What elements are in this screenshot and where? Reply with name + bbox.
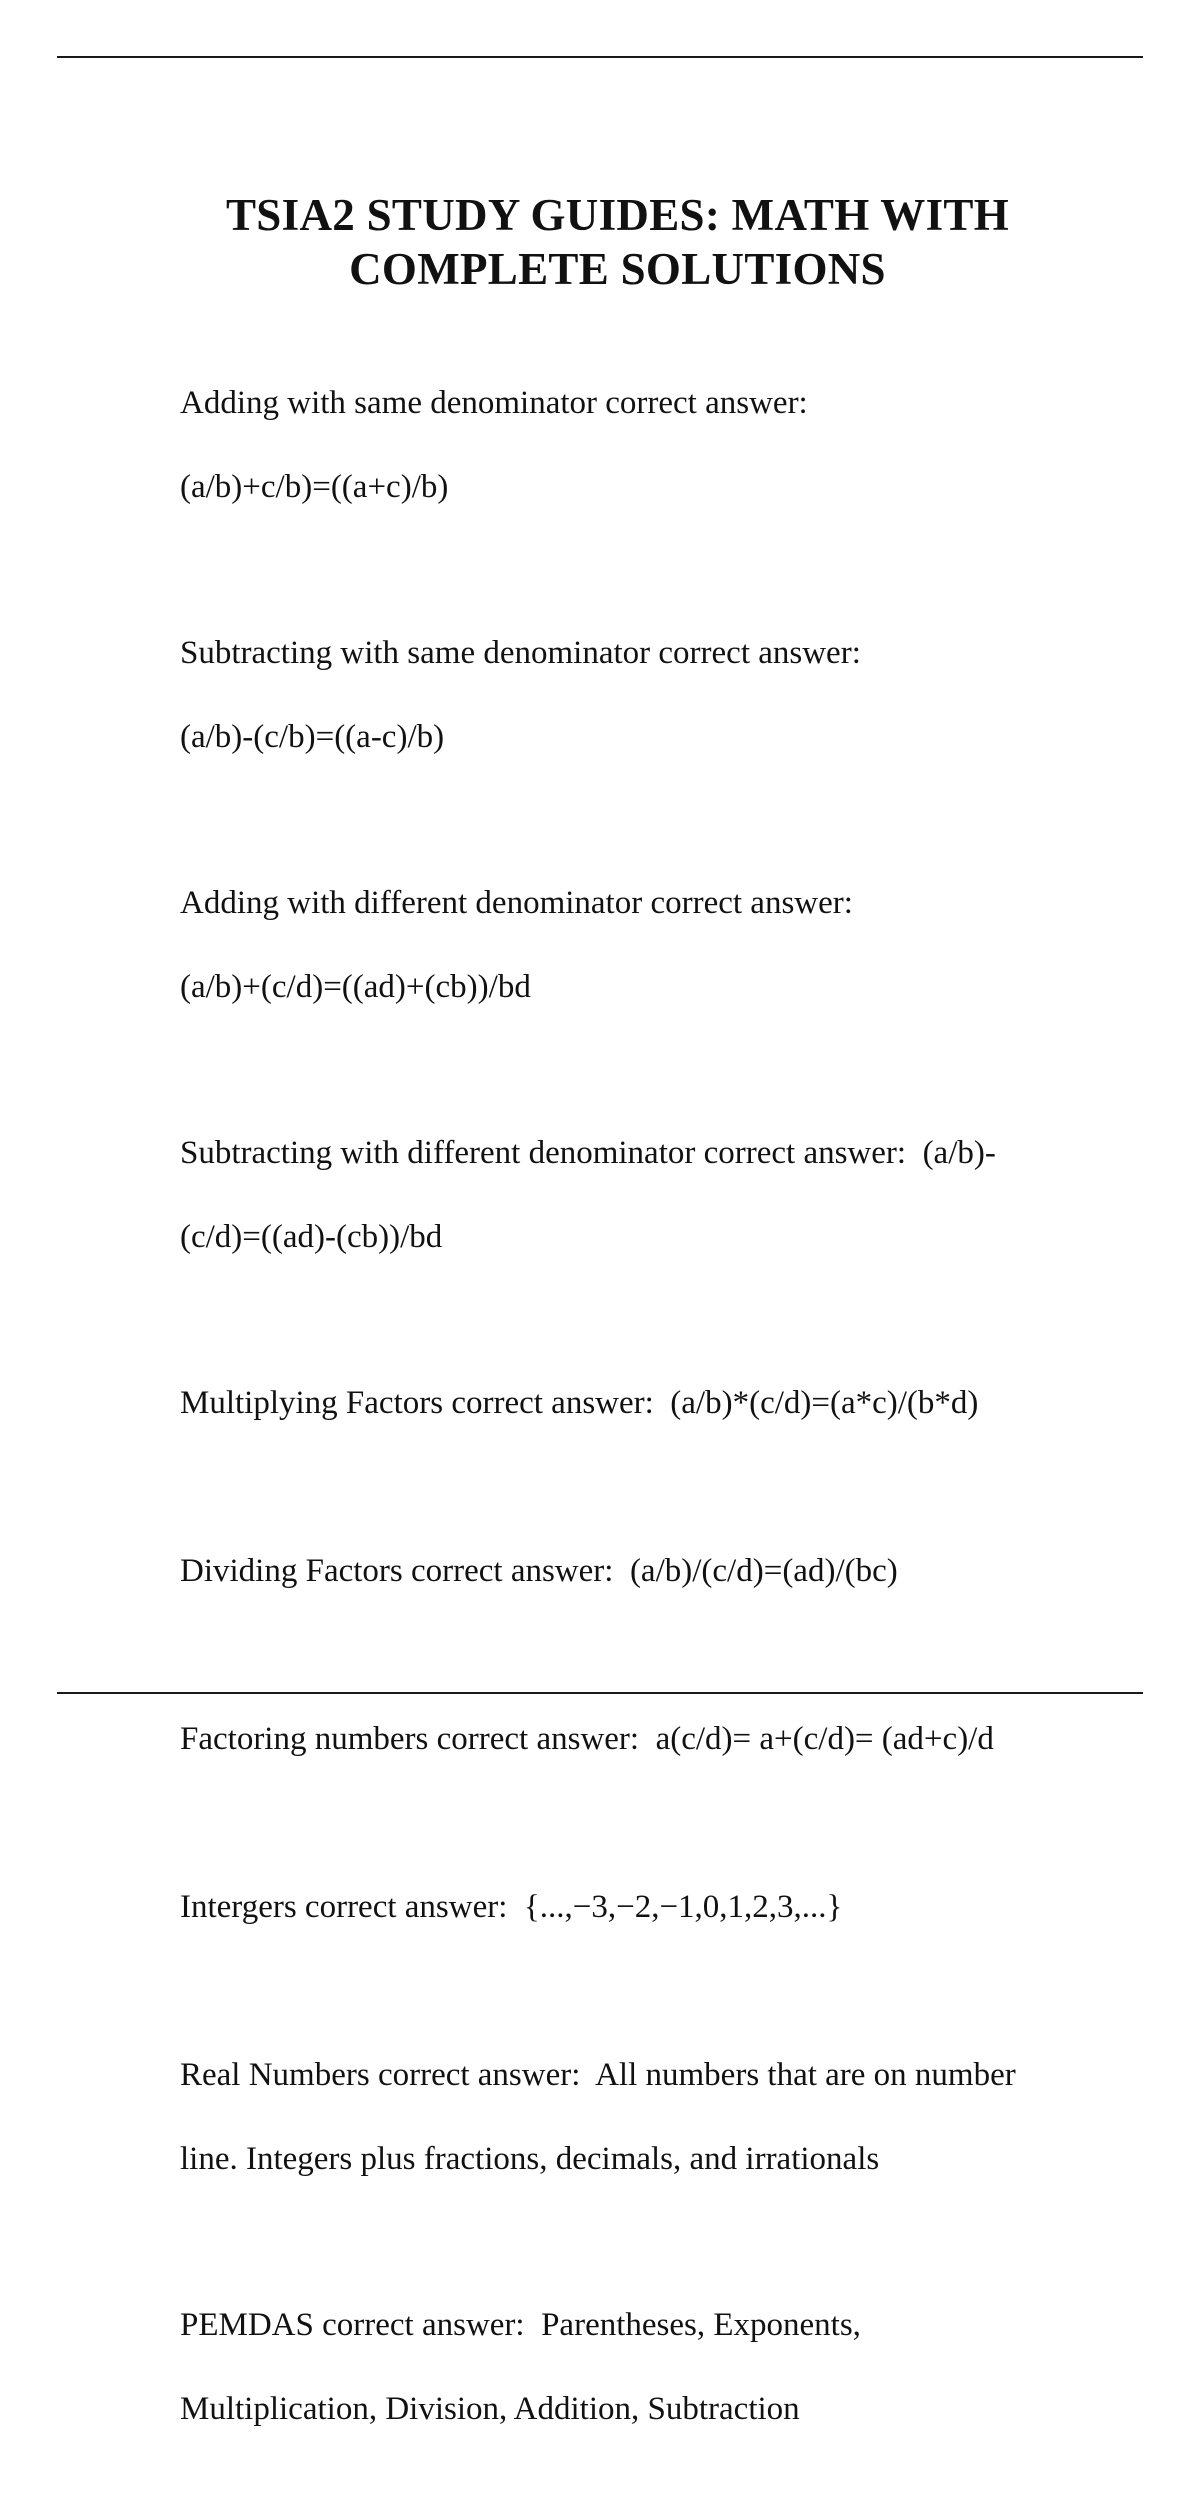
bottom-rule: [57, 1692, 1143, 1694]
qa-line: Adding with different denominator correct answer:: [180, 885, 853, 921]
top-rule: [57, 56, 1143, 58]
qa-item-real-numbers: [147, 2012, 1087, 2222]
qa-item-adding-same-denominator: [147, 340, 1087, 550]
qa-line: (a/b)+(c/d)=((ad)+(cb))/bd: [180, 969, 531, 1005]
title-line-1: TSIA2 STUDY GUIDES: MATH WITH: [225, 190, 1010, 240]
qa-item-subtracting-different-denominator: [147, 1090, 1087, 1300]
qa-item-dividing-factors: [147, 1508, 1087, 1634]
qa-line: (a/b)+c/b)=((a+c)/b): [180, 469, 449, 505]
qa-line: Real Numbers correct answer: All numbers that are on number: [180, 2057, 1016, 2093]
qa-line: Multiplying Factors correct answer: (a/b)*(c/d)=(a*c)/(b*d): [180, 1385, 979, 1421]
qa-line: Subtracting with different denominator correct answer: (a/b)-: [180, 1135, 996, 1171]
qa-line: Multiplication, Division, Addition, Subtraction: [180, 2391, 800, 2427]
qa-line: Dividing Factors correct answer: (a/b)/(c/d)=(ad)/(bc): [180, 1553, 898, 1589]
qa-list: [147, 340, 1087, 2512]
qa-item-multiplying-factors: [147, 1340, 1087, 1466]
qa-line: Subtracting with same denominator correct answer:: [180, 635, 861, 671]
qa-item-adding-different-denominator: [147, 840, 1087, 1050]
page-title: [120, 188, 1115, 296]
qa-line: Factoring numbers correct answer: a(c/d)= a+(c/d)= (ad+c)/d: [180, 1721, 994, 1757]
qa-line: (a/b)-(c/b)=((a-c)/b): [180, 719, 445, 755]
qa-line: line. Integers plus fractions, decimals, and irrationals: [180, 2141, 880, 2177]
qa-line: Adding with same denominator correct answer:: [180, 385, 808, 421]
qa-item-pemdas: [147, 2262, 1087, 2472]
qa-item-subtracting-same-denominator: [147, 590, 1087, 800]
qa-line: (c/d)=((ad)-(cb))/bd: [180, 1219, 443, 1255]
qa-line: Intergers correct answer: {...,−3,−2,−1,0,1,2,3,...}: [180, 1889, 843, 1925]
title-line-2: COMPLETE SOLUTIONS: [349, 244, 886, 294]
qa-item-integers: [147, 1844, 1087, 1970]
qa-line: PEMDAS correct answer: Parentheses, Exponents,: [180, 2307, 861, 2343]
qa-item-factoring-numbers: [147, 1676, 1087, 1802]
